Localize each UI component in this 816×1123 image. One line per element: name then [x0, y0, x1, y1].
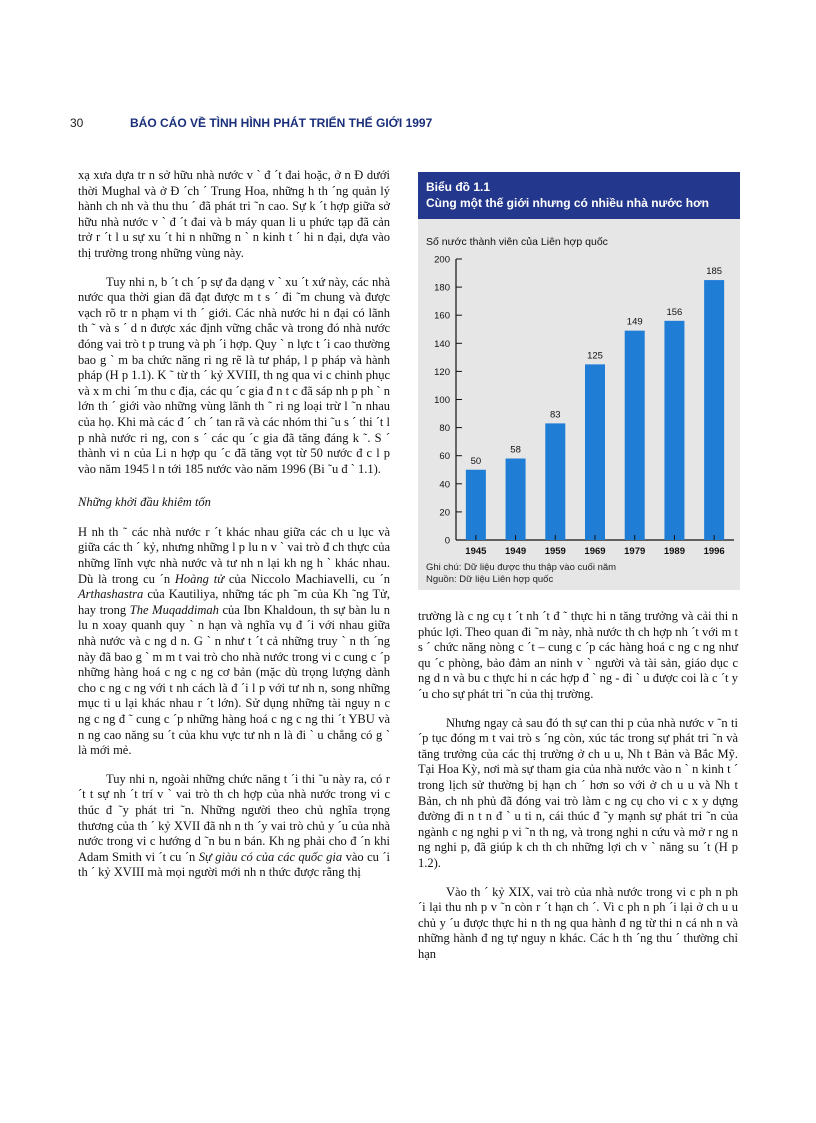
bar	[466, 470, 486, 540]
page-number: 30	[70, 116, 84, 130]
chart-subtitle: Số nước thành viên của Liên hợp quốc	[426, 236, 608, 248]
bar	[585, 364, 605, 540]
y-tick-label: 80	[439, 423, 450, 435]
chart-label: Biểu đồ 1.1	[426, 180, 491, 194]
chart-header	[418, 172, 740, 219]
paragraph: trường là c ng cụ t ´t nh ´t đ ˜ thực hi n tăng trưởng và cải thi n phúc lợi. Theo quan đi ˜m này, nhà nước th ch hợp nh ´t với m t s ´ chức năng nòng c ´t – cung c ´p các hàng hoá c ng c ng như qu ´c phòng, bảo đảm an ninh v ` người và tài sản, giáo dục c ng d n và bu c thực hi n các hợp đ ` ng - đi ` u được coi là c ´t y ´u cho sự phát tri ˜n của thị trường.	[418, 609, 738, 701]
chart-box	[418, 172, 740, 590]
bar	[625, 331, 645, 540]
bar	[664, 321, 684, 540]
chart-note: Ghi chú: Dữ liệu được thu thập vào cuối năm	[426, 562, 617, 573]
y-tick-label: 180	[434, 282, 450, 294]
page-header	[70, 116, 770, 130]
book-title: Hoàng tử	[174, 571, 225, 586]
x-tick-label: 1989	[663, 546, 685, 557]
x-tick-label: 1949	[505, 546, 527, 557]
chart-source: Nguồn: Dữ liệu Liên hợp quốc	[426, 574, 554, 585]
y-tick-label: 120	[434, 366, 450, 378]
book-title: Sự giàu có của các quốc gia	[198, 849, 343, 864]
y-tick-label: 140	[434, 338, 450, 350]
x-tick-label: 1969	[584, 546, 606, 557]
chart-heading: Cùng một thế giới nhưng có nhiều nhà nước hơn	[426, 196, 709, 210]
bar	[545, 423, 565, 540]
x-tick-label: 1996	[703, 546, 725, 557]
bar	[704, 280, 724, 540]
y-tick-label: 60	[439, 451, 450, 463]
bar-value-label: 149	[626, 316, 643, 328]
y-tick-label: 0	[444, 535, 450, 547]
bar	[506, 459, 526, 540]
paragraph: Nhưng ngay cả sau đó th sự can thi p của nhà nước v ˜n ti ´p tục đóng m t vai trò s ´ng còn, xúc tác trong sự phát tri ˜n và tăng trưởng của các thị trường ở ch u u, Nh t Bản và Bắc Mỹ. Tại Hoa Kỳ, nơi mà sự tham gia của nhà nước vào n ` n kinh t ´ trong lịch sử thường bị hạn ch ´ hơn so với ở ch u u và Nh t Bản, ch nh phủ đã đóng vai trò làm c ng cụ cho vi c x y dựng đường đi n t n đ ` u ti n, cái thúc đ ˜y mạnh sự phát tri ˜n của ngành c ng nghi p vi ˜n th ng, và trong nghi n cứu và mở r ng n ng nghi p, đã giúp k ch th ch những lợi ch v ` năng su ´t (H p 1.2).	[418, 715, 738, 870]
bar-value-label: 50	[470, 455, 482, 467]
report-title: BÁO CÁO VỀ TÌNH HÌNH PHÁT TRIỂN THẾ GIỚI 1997	[130, 116, 433, 130]
paragraph: Tuy nhi n, ngoài những chức năng t ´i thi ˜u này ra, có r ´t t sự nh ´t trí v ` vai trò th ch hợp của nhà nước trong vi c thúc đ ˜y phát tri ˜n. Những người theo chủ nghĩa trọng thương của th ´ kỷ XVII đã nh n th ´y vai trò chủ y ´u của nhà nước trong vi c hướng d ˜n bu n bán. Kh ng phải cho đ ´n khi Adam Smith vi ´t cu ´n Sự giàu có của các quốc gia vào cu ´i th ´ kỷ XVIII mà mọi người mới nh n thức được rằng thị	[78, 771, 391, 880]
chart-notes	[426, 562, 736, 586]
bar-value-label: 185	[706, 266, 723, 278]
y-tick-label: 200	[434, 254, 450, 266]
bar-value-label: 58	[510, 444, 521, 456]
paragraph: xạ xưa dựa tr n sở hữu nhà nước v ` đ ´t đai hoặc, ở n Đ dưới thời Mughal và ở Đ ´ch ´ Trung Hoa, những h th ´ng quản lý hành ch nh và thu thu ´ đã phát tri ˜n cao. Sự k ´t hợp giữa sở hữu nhà nước v ` đ ´t đai và b máy quan li u phức tạp đã cản trở r ´t l u sự xu ´t hi n những n ` n kinh t ´ hi n đại, dựa vào thị trường trong những vùng này.	[78, 168, 390, 260]
bar-value-label: 125	[587, 350, 603, 362]
bar-value-label: 156	[666, 306, 683, 318]
paragraph: Vào th ´ kỷ XIX, vai trò của nhà nước trong vi c ph n ph ´i lại thu nh p v ˜n còn r ´t hạn ch ´. Vi c ph n ph ´i lại ở ch u u chủ y ´u được thực hi n th ng qua hành đ ng từ thi n cá nh n và những hành đ ng tự nguy n khác. Các h th ´ng thu ´ thường chỉ hạn	[418, 884, 738, 961]
book-title: The Muqaddimah	[129, 602, 219, 617]
section-heading: Những khởi đầu khiêm tốn	[78, 495, 211, 510]
y-tick-label: 100	[434, 395, 450, 406]
y-tick-label: 160	[434, 310, 450, 322]
x-tick-label: 1945	[465, 546, 487, 557]
left-column	[78, 168, 390, 881]
right-column	[418, 609, 738, 962]
y-tick-label: 40	[439, 479, 450, 491]
x-tick-label: 1959	[544, 546, 566, 557]
y-tick-label: 20	[439, 507, 450, 519]
paragraph: H nh th ˜ các nhà nước r ´t khác nhau giữa các ch u lục và giữa các th ´ kỷ, nhưng những l p lu n v ` vai trò đ ch thực của những lĩnh vực nhà nước và tư nh n lại kh ng h ` khác nhau. Dù là trong cu ´n Hoàng tử của Niccolo Machiavelli, cu ´n Arthashastra của Kautiliya, những tác ph ˜m của Kh ˜ng Tử, hay trong The Muqaddimah của Ibn Khaldoun, th sự bàn lu n lu n xoay quanh quy ` n hạn và nghĩa vụ đ ´i với nhau giữa nhà nước và c ng d n. G ` n như t ´t cả những truy ` n th ´ng này đã bao g ` m m t vai trò cho nhà nước trong vi c cung c ´p những hàng hoá c ng c ng cơ bản (mặc dù trọng lượng dành cho c ng c ng với t nh cách là đ ´i l p với tư nh n, song những mục ti u lại khác nhau r ´t lớn). Sử dụng những tài nguy n c ng c ng đ ˜ cung c ´p những hàng hoá c ng c ng thi ´t YBU và n ng cao năng su ´t của khu vực tư nh n là đi ` u chẳng có g ` là mới mẻ.	[78, 524, 390, 758]
bar-chart	[418, 219, 740, 559]
paragraph: Tuy nhi n, b ´t ch ´p sự đa dạng v ` xu ´t xứ này, các nhà nước qua thời gian đã đạt được m t s ´ đi ˜m chung và được vạch rõ tr n phạm vi th ´ giới. Các nhà nước hi n đại có lãnh th ˜ và s ´ d n được xác định vững chắc và trong đó nhà nước đóng vai trò t p trung và ph ´i hợp. Quy ` n lực t ´i cao thường bao g ` m ba chức năng ri ng rẽ là tư pháp, l p pháp và hành pháp (H p 1.1). K ˜ từ th ´ kỷ XVIII, th ng qua vi c chinh phục và x m chi ´m thu c địa, các qu ´c gia đ n t c đã sáp nh p ph ` n lớn th ´ giới vào những vùng lãnh th ˜ ri ng loại trừ l ˜n nhau của họ. Khi mà các đ ´ ch ´ tan rã và các nhóm thi ˜u s ´ thi ´t l p nhà nước ri ng, con s ´ các qu ´c gia đã tăng đáng k ˜. S ´ thành vi n của Li n hợp qu ´c đã tăng vọt từ 50 nước đ c l p vào năm 1945 l n tới 185 nước vào năm 1996 (Bi ˜u đ ` 1.1).	[78, 274, 390, 476]
book-title: Arthashastra	[78, 587, 144, 602]
bar-value-label: 83	[549, 409, 561, 421]
x-tick-label: 1979	[624, 546, 646, 557]
